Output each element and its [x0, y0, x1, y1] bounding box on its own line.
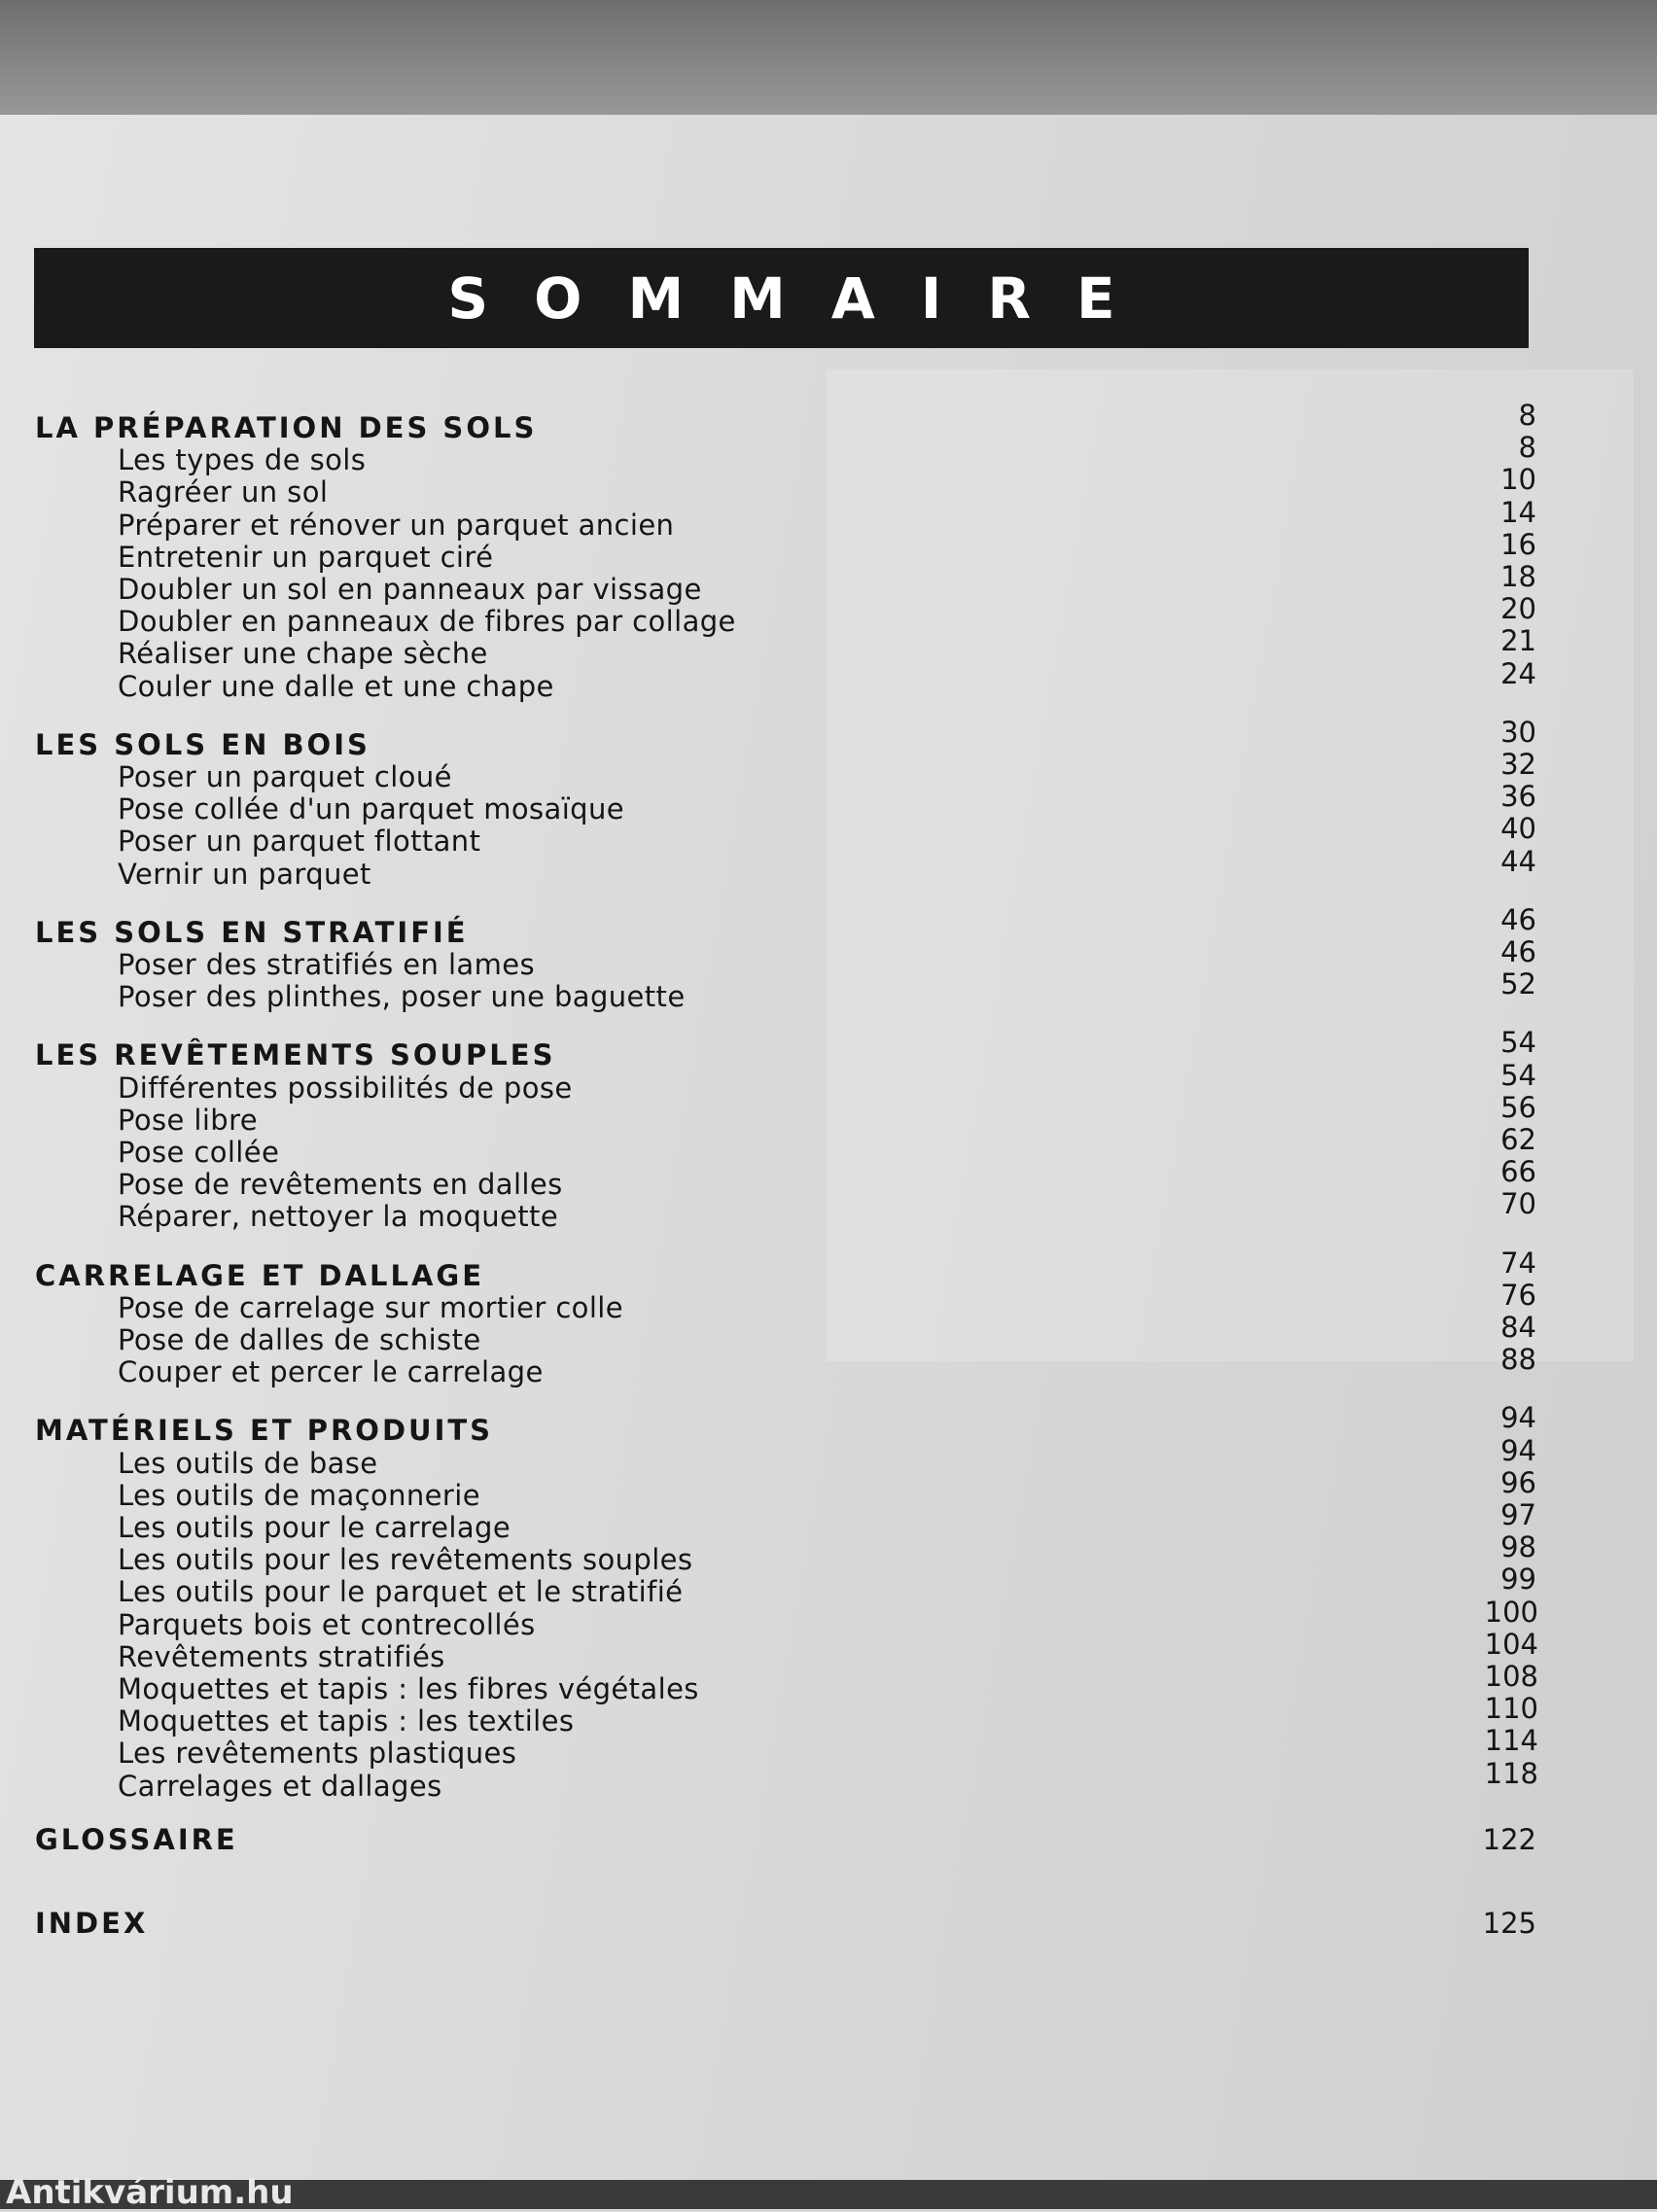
toc-entry: [0, 1090, 1657, 1137]
toc-entry: [0, 1627, 1657, 1673]
chapter-page-number: 8: [1518, 399, 1536, 432]
chapter-title: LES SOLS EN STRATIFIÉ: [35, 915, 469, 949]
chapter-title: INDEX: [35, 1907, 149, 1940]
toc-entry-title: Moquettes et tapis : les textiles: [118, 1704, 575, 1738]
toc-entry: [0, 812, 1657, 859]
toc-entry: [0, 1724, 1657, 1771]
toc-entry: [0, 1498, 1657, 1544]
toc-entry-title: Préparer et rénover un parquet ancien: [118, 508, 675, 542]
toc-entry-page-number: 20: [1500, 592, 1536, 626]
toc-entry-page-number: 98: [1500, 1530, 1536, 1564]
toc-entry-title: Différentes possibilités de pose: [118, 1071, 573, 1105]
toc-entry: [0, 1562, 1657, 1609]
toc-entry: [0, 1433, 1657, 1480]
toc-entry-title: Moquettes et tapis : les fibres végétales: [118, 1672, 699, 1705]
toc-entry-page-number: 54: [1500, 1058, 1536, 1092]
toc-entry: [0, 1155, 1657, 1202]
watermark-bar: [0, 2173, 1657, 2212]
toc-entry-page-number: 44: [1500, 844, 1536, 878]
toc-entry-page-number: 62: [1500, 1123, 1536, 1156]
toc-entry-page-number: 36: [1500, 780, 1536, 814]
toc-entry-title: Les outils pour le parquet et le stratifié: [118, 1575, 684, 1609]
toc-entry-title: Poser un parquet flottant: [118, 825, 481, 859]
chapter-heading: [0, 1246, 1657, 1292]
toc-entry-title: Les types de sols: [118, 443, 367, 477]
toc-entry-title: Carrelages et dallages: [118, 1769, 442, 1803]
toc-entry-page-number: 10: [1500, 463, 1536, 497]
toc-entry-title: Pose collée: [118, 1136, 280, 1169]
toc-entry-page-number: 70: [1500, 1187, 1536, 1221]
background-surface: [0, 0, 1657, 124]
toc-entry-title: Réaliser une chape sèche: [118, 637, 488, 671]
toc-entry-title: Pose collée d'un parquet mosaïque: [118, 792, 624, 826]
toc-entry-page-number: 40: [1500, 812, 1536, 846]
toc-entry-page-number: 88: [1500, 1343, 1536, 1377]
chapter-page-number: 54: [1500, 1026, 1536, 1060]
toc-entry-page-number: 16: [1500, 527, 1536, 561]
chapter-page-number: 30: [1500, 715, 1536, 749]
toc-entry: [0, 624, 1657, 671]
toc-entry: [0, 1311, 1657, 1356]
toc-entry-page-number: 96: [1500, 1465, 1536, 1499]
toc-entry-page-number: 66: [1500, 1155, 1536, 1189]
toc-entry-title: Pose libre: [118, 1103, 259, 1137]
toc-entry-page-number: 76: [1500, 1278, 1536, 1312]
toc-entry: [0, 1692, 1657, 1738]
toc-entry-page-number: 32: [1500, 748, 1536, 781]
watermark-text: Antikvárium.hu: [6, 2173, 294, 2212]
toc-entry-title: Couler une dalle et une chape: [118, 669, 554, 703]
toc-entry: [0, 844, 1657, 891]
toc-entry-page-number: 94: [1500, 1433, 1536, 1467]
toc-entry-title: Poser un parquet cloué: [118, 760, 452, 793]
toc-entry-page-number: 8: [1518, 431, 1536, 465]
toc-entry: [0, 1465, 1657, 1512]
toc-entry: [0, 527, 1657, 574]
toc-entry-title: Revêtements stratifiés: [118, 1639, 445, 1673]
toc-entry-title: Doubler en panneaux de fibres par collage: [118, 605, 736, 639]
chapter-title: CARRELAGE ET DALLAGE: [35, 1258, 485, 1292]
chapter-heading: [0, 399, 1657, 444]
toc-entry: [0, 495, 1657, 542]
toc-entry-title: Parquets bois et contrecollés: [118, 1607, 536, 1641]
toc-entry: [0, 1278, 1657, 1324]
chapter-page-number: 46: [1500, 902, 1536, 936]
toc-entry-title: Réparer, nettoyer la moquette: [118, 1200, 559, 1234]
toc-entry: [0, 560, 1657, 606]
toc-entry-title: Pose de revêtements en dalles: [118, 1168, 563, 1202]
toc-entry: [0, 935, 1657, 981]
toc-entry: [0, 1058, 1657, 1105]
chapter-heading: [0, 715, 1657, 761]
chapter-page-number: 125: [1482, 1907, 1536, 1940]
toc-entry-page-number: 100: [1484, 1595, 1538, 1629]
toc-entry-title: Pose de dalles de schiste: [118, 1323, 481, 1356]
toc-entry-page-number: 99: [1500, 1562, 1536, 1597]
toc-entry-page-number: 110: [1484, 1692, 1538, 1726]
chapter-title: LES SOLS EN BOIS: [35, 727, 370, 761]
toc-entry-page-number: 97: [1500, 1498, 1536, 1531]
toc-entry-title: Les revêtements plastiques: [118, 1737, 517, 1771]
toc-entry-title: Couper et percer le carrelage: [118, 1355, 544, 1389]
toc-entry-page-number: 21: [1500, 624, 1536, 658]
toc-entry-page-number: 14: [1500, 495, 1536, 529]
chapter-heading: [0, 1026, 1657, 1072]
toc-entry-title: Entretenir un parquet ciré: [118, 540, 494, 574]
toc-entry: [0, 1123, 1657, 1169]
chapter-page-number: 74: [1500, 1246, 1536, 1280]
toc-entry-title: Doubler un sol en panneaux par vissage: [118, 573, 702, 606]
toc-entry-page-number: 46: [1500, 935, 1536, 968]
toc-entry-title: Les outils pour le carrelage: [118, 1511, 511, 1544]
toc-entry-page-number: 114: [1484, 1724, 1538, 1758]
toc-entry-page-number: 24: [1500, 656, 1536, 690]
chapter-heading: [0, 1401, 1657, 1448]
toc-entry: [0, 463, 1657, 509]
toc-entry: [0, 780, 1657, 826]
toc-entry: [0, 748, 1657, 793]
toc-entry-page-number: 108: [1484, 1660, 1538, 1693]
chapter-title: LA PRÉPARATION DES SOLS: [35, 411, 538, 444]
toc-entry: [0, 1595, 1657, 1641]
toc-entry: [0, 1756, 1657, 1803]
toc-entry-title: Pose de carrelage sur mortier colle: [118, 1290, 623, 1324]
chapter-title: MATÉRIELS ET PRODUITS: [35, 1414, 494, 1448]
toc-entry: [0, 1187, 1657, 1234]
toc-entry-page-number: 18: [1500, 560, 1536, 593]
chapter-heading: [0, 1907, 1657, 1940]
toc-entry-page-number: 84: [1500, 1311, 1536, 1344]
toc-entry-page-number: 52: [1500, 967, 1536, 1001]
chapter-page-number: 94: [1500, 1401, 1536, 1435]
toc-entry: [0, 1530, 1657, 1577]
toc-entry-title: Vernir un parquet: [118, 857, 371, 891]
toc-entry-page-number: 56: [1500, 1090, 1536, 1124]
toc-entry-title: Les outils pour les revêtements souples: [118, 1543, 693, 1577]
toc-entry-page-number: 118: [1484, 1756, 1538, 1790]
chapter-page-number: 122: [1482, 1822, 1536, 1856]
toc-entry: [0, 656, 1657, 703]
chapter-title: GLOSSAIRE: [35, 1822, 238, 1856]
chapter-title: LES REVÊTEMENTS SOUPLES: [35, 1038, 556, 1072]
toc-entry: [0, 1660, 1657, 1705]
page-title: SOMMAIRE: [447, 264, 1161, 332]
chapter-heading: [0, 902, 1657, 949]
toc-entry: [0, 431, 1657, 477]
toc-entry-title: Poser des stratifiés en lames: [118, 948, 535, 981]
toc-entry: [0, 967, 1657, 1014]
toc-entry: [0, 592, 1657, 639]
toc-entry-title: Les outils de maçonnerie: [118, 1478, 480, 1512]
toc-entry-title: Ragréer un sol: [118, 475, 329, 509]
toc-entry-title: Poser des plinthes, poser une baguette: [118, 980, 686, 1014]
toc-entry-page-number: 104: [1484, 1627, 1538, 1661]
toc-entry: [0, 1343, 1657, 1389]
toc-entry-title: Les outils de base: [118, 1446, 378, 1480]
title-banner: [34, 248, 1529, 348]
chapter-heading: [0, 1823, 1657, 1856]
